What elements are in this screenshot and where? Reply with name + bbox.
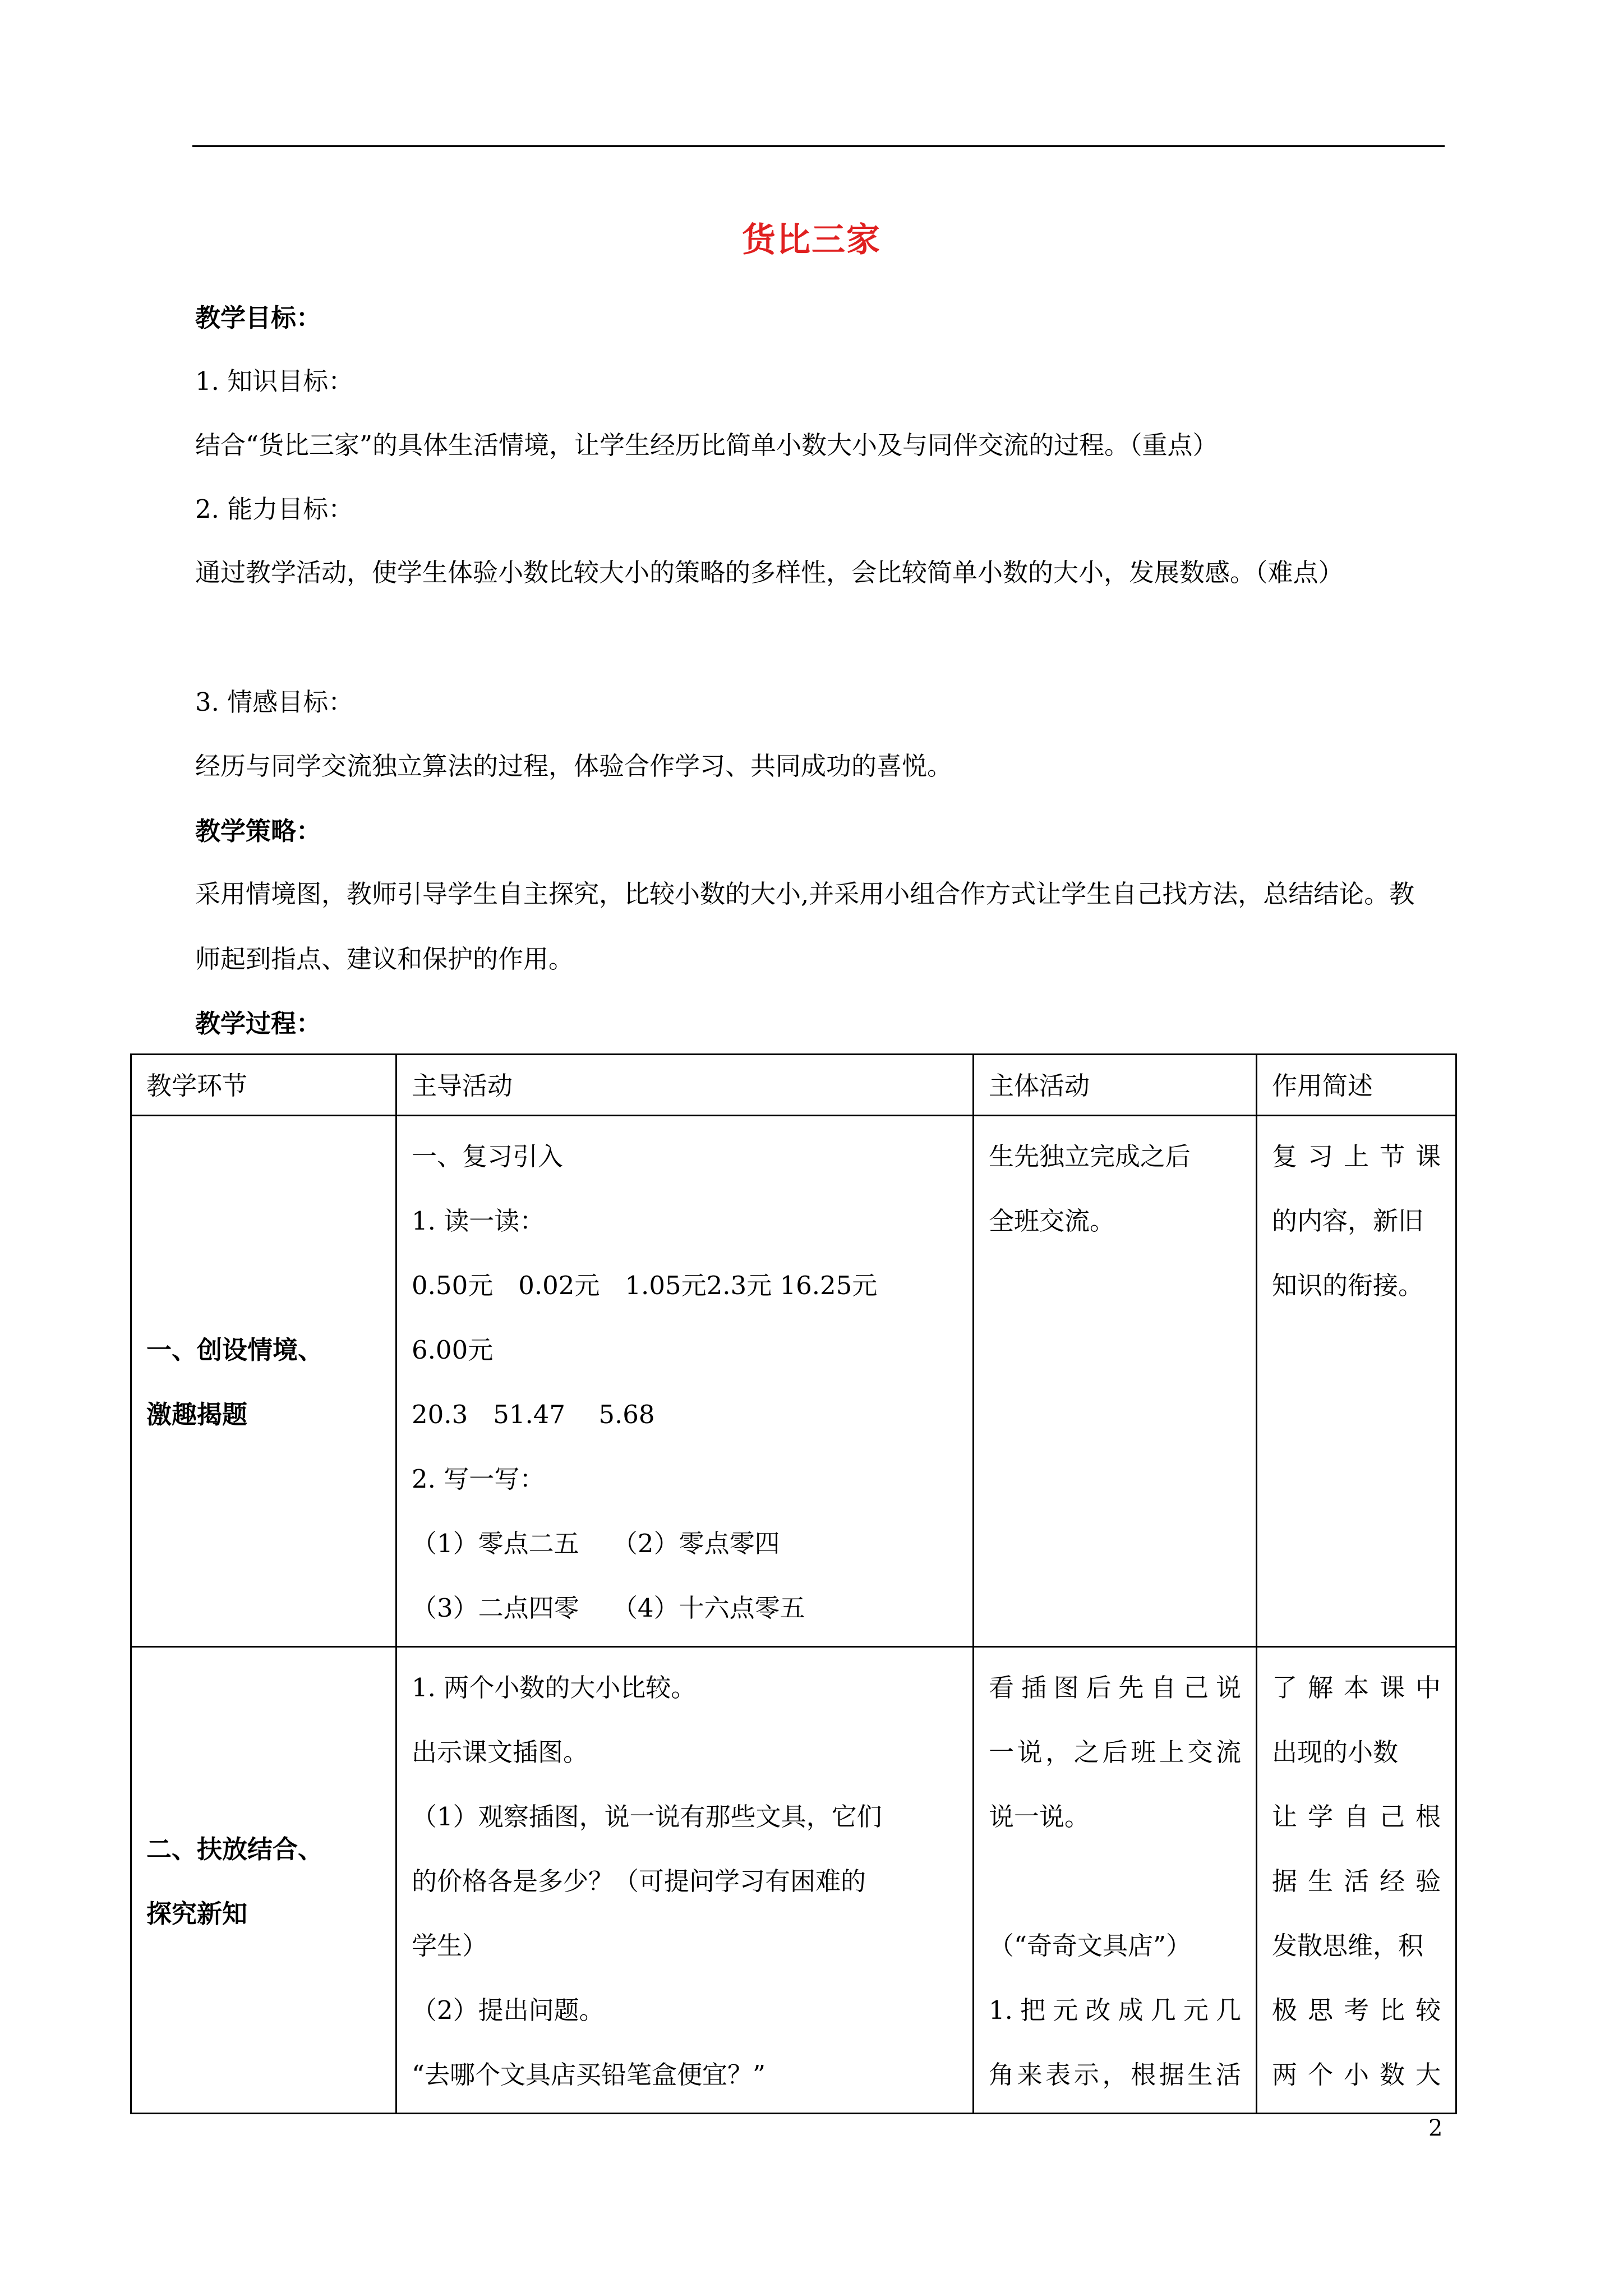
lead-line: 2. 写一写： — [412, 1464, 545, 1494]
stage-cell — [131, 1647, 396, 2114]
effect-line: 知识的衔接。 — [1272, 1271, 1424, 1300]
subject-line: 生先独立完成之后 — [989, 1142, 1191, 1171]
effect-cell — [1257, 1647, 1456, 2114]
effect-line: 极思考比较 — [1272, 1995, 1441, 2025]
effect-line: 让学自己根 — [1272, 1802, 1441, 1832]
subject-line: 一说，之后班上交流 — [989, 1737, 1241, 1767]
subject-activity-cell — [974, 1647, 1257, 2114]
knowledge-text: 结合“货比三家”的具体生活情境，让学生经历比简单小数大小及与同伴交流的过程。（重点） — [195, 430, 1218, 460]
lead-line: 出示课文插图。 — [412, 1737, 589, 1767]
lead-line: 1. 读一读： — [412, 1206, 545, 1236]
lead-activity-cell — [396, 1116, 974, 1647]
table-row — [131, 1116, 1456, 1647]
effect-line: 的内容，新旧 — [1272, 1206, 1424, 1236]
subject-activity-cell — [974, 1116, 1257, 1647]
subject-line: 1.把元改成几元几 — [989, 1995, 1241, 2025]
table-row — [131, 1647, 1456, 2114]
stage-line: 探究新知 — [146, 1898, 248, 1929]
lead-line: （1）观察插图，说一说有那些文具，它们 — [412, 1802, 882, 1832]
page-number: 2 — [1428, 2115, 1443, 2141]
lead-line: “去哪个文具店买铅笔盒便宜？” — [412, 2060, 766, 2090]
stage-line: 二、扶放结合、 — [146, 1834, 324, 1864]
process-heading: 教学过程： — [195, 1009, 322, 1038]
lead-line: 20.3 51.47 5.68 — [412, 1400, 655, 1429]
effect-line: 出现的小数 — [1272, 1737, 1399, 1767]
lead-line: （2）提出问题。 — [412, 1995, 605, 2025]
strategy-text: 采用情境图，教师引导学生自主探究，比较小数的大小,并采用小组合作方式让学生自己找方法，总结结论。教师起到指点、建议和保护的作用。 — [195, 879, 1415, 974]
lead-line: 的价格各是多少？（可提问学习有困难的 — [412, 1866, 866, 1896]
subject-line — [989, 1849, 1241, 1913]
effect-cell — [1257, 1116, 1456, 1647]
subject-line: 说一说。 — [989, 1802, 1090, 1832]
lead-line: 0.50元 0.02元 1.05元2.3元 16.25元 — [412, 1271, 878, 1300]
column-header: 作用简述 — [1257, 1055, 1456, 1116]
lead-line: 6.00元 — [412, 1335, 494, 1365]
ability-text: 通过教学活动，使学生体验小数比较大小的策略的多样性，会比较简单小数的大小，发展数感。（难点） — [195, 558, 1344, 587]
effect-line: 两个小数大 — [1272, 2060, 1441, 2090]
process-table — [130, 1053, 1457, 2114]
subject-line: 角来表示，根据生活 — [989, 2060, 1241, 2090]
page-title: 货比三家 — [742, 220, 881, 260]
objectives-heading: 教学目标： — [195, 303, 322, 333]
emotion-label: 3. 情感目标： — [195, 687, 354, 717]
lead-line: （3）二点四零 （4）十六点零五 — [412, 1593, 805, 1623]
emotion-text: 经历与同学交流独立算法的过程，体验合作学习、共同成功的喜悦。 — [195, 751, 953, 781]
column-header: 主导活动 — [396, 1055, 974, 1116]
lead-activity-cell — [396, 1647, 974, 2114]
lead-line: 1. 两个小数的大小比较。 — [412, 1673, 697, 1703]
effect-line: 复习上节课 — [1272, 1142, 1441, 1171]
effect-line: 发散思维，积 — [1272, 1931, 1424, 1961]
effect-line: 据生活经验 — [1272, 1866, 1441, 1896]
subject-line: （“奇奇文具店”） — [989, 1931, 1192, 1961]
header-rule — [192, 145, 1445, 147]
subject-line: 看插图后先自己说 — [989, 1673, 1241, 1703]
knowledge-label: 1. 知识目标： — [195, 366, 354, 396]
table-header-row — [131, 1055, 1456, 1116]
lead-line: 一、复习引入 — [412, 1142, 564, 1171]
stage-line: 激趣揭题 — [146, 1400, 248, 1429]
lead-line: （1）零点二五 （2）零点零四 — [412, 1529, 780, 1558]
stage-line: 一、创设情境、 — [146, 1335, 324, 1365]
ability-label: 2. 能力目标： — [195, 494, 354, 524]
subject-line: 全班交流。 — [989, 1206, 1115, 1236]
lead-line: 学生） — [412, 1931, 488, 1961]
effect-line: 了解本课中 — [1272, 1673, 1441, 1703]
column-header: 主体活动 — [974, 1055, 1257, 1116]
column-header: 教学环节 — [131, 1055, 396, 1116]
stage-cell — [131, 1116, 396, 1647]
strategy-heading: 教学策略： — [195, 816, 322, 846]
